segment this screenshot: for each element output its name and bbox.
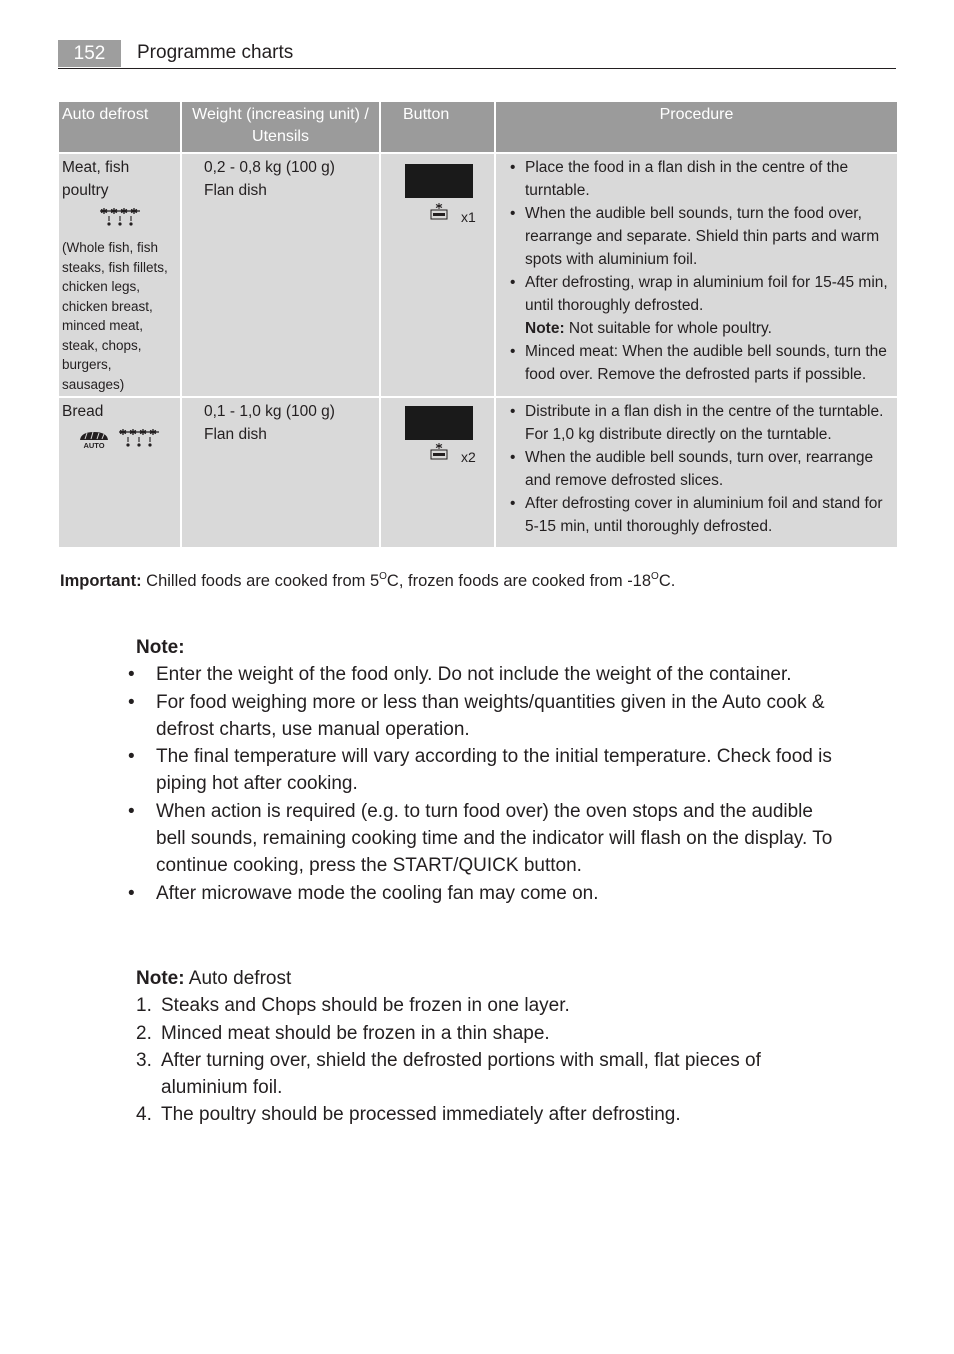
procedure-cell: [495, 153, 898, 397]
food-name: Meat, fish poultry: [62, 159, 130, 199]
important-label: Important:: [60, 572, 142, 590]
important-note: Important: Chilled foods are cooked from $5^OC$, frozen foods are cooked from $-18^OC$.: [60, 571, 676, 590]
auto-defrost-button-icon: [430, 442, 448, 460]
auto-defrost-notes: [136, 965, 836, 1129]
list-item-note: Note: Not suitable for whole poultry.: [525, 320, 772, 337]
section-title: Programme charts: [137, 42, 294, 63]
list-item: • Distribute in a flan dish in the centre of the turntable. For 1,0 kg distribute directly on the turntable.: [525, 400, 894, 446]
list-item: • When the audible bell sounds, turn over, rearrange and remove defrosted slices.: [525, 446, 894, 492]
column-header-auto-defrost: Auto defrost: [58, 101, 181, 153]
general-notes: [136, 634, 836, 907]
display-screen: [405, 406, 473, 440]
list-item: 1. Steaks and Chops should be frozen in one layer.: [136, 995, 570, 1017]
table-row: [58, 153, 898, 397]
defrost-icon: [116, 429, 162, 449]
list-item: • After defrosting, wrap in aluminium foil for 15-45 min, until thoroughly defrosted.: [525, 271, 894, 317]
auto-defrost-table: [57, 100, 899, 549]
page-number: 152: [58, 40, 121, 67]
procedure-list: [499, 156, 894, 386]
food-cell: [58, 153, 181, 397]
procedure-cell: [495, 397, 898, 548]
column-header-weight: Weight (increasing unit) / Utensils: [181, 101, 380, 153]
table-row: [58, 397, 898, 548]
weight-cell: [181, 397, 380, 548]
button-cell: [380, 153, 495, 397]
procedure-list: [499, 400, 894, 538]
list-item: • Place the food in a flan dish in the centre of the turntable.: [525, 156, 894, 202]
list-item: • When action is required (e.g. to turn food over) the oven stops and the audible bell sounds, remaining cooking time and the indicator will flash on the display. To continue cooking, press the START/QUICK button.: [136, 798, 836, 880]
weight-range: 0,2 - 0,8 kg (100 g): [204, 159, 335, 176]
column-header-button: Button: [380, 101, 495, 153]
list-item: • When the audible bell sounds, turn the food over, rearrange and separate. Shield thin parts and warm spots with aluminium foil.: [525, 202, 894, 271]
food-cell: [58, 397, 181, 548]
note-list: [136, 661, 836, 907]
table-header-row: [58, 101, 898, 153]
note-heading: Note: Auto defrost: [136, 968, 292, 989]
list-item: 3. After turning over, shield the defrosted portions with small, flat pieces of aluminium foil.: [136, 1049, 761, 1099]
page-header: [58, 40, 896, 69]
list-item: 2. Minced meat should be frozen in a thin shape.: [136, 1022, 550, 1044]
press-count: x1: [461, 209, 476, 225]
list-item: • For food weighing more or less than weights/quantities given in the Auto cook & defrost charts, use manual operation.: [136, 689, 836, 744]
note-heading: Note:: [136, 637, 185, 658]
food-details: (Whole fish, fish steaks, fish fillets, chicken legs, chicken breast, minced meat, steak, chops, burgers, sausages): [62, 240, 168, 392]
defrost-icon: [97, 208, 143, 228]
auto-label: AUTO: [83, 440, 105, 449]
list-item: • Enter the weight of the food only. Do not include the weight of the container.: [136, 661, 836, 688]
column-header-procedure: Procedure: [495, 101, 898, 153]
button-cell: [380, 397, 495, 548]
weight-range: 0,1 - 1,0 kg (100 g): [204, 403, 335, 420]
press-count: x2: [461, 449, 476, 465]
list-item: • Minced meat: When the audible bell sounds, turn the food over. Remove the defrosted parts if possible.: [525, 340, 894, 386]
list-item: • After microwave mode the cooling fan may come on.: [136, 880, 836, 907]
food-name: Bread: [62, 403, 104, 420]
list-item: • After defrosting cover in aluminium foil and stand for 5-15 min, until thoroughly defrosted.: [525, 492, 894, 538]
numbered-list: [136, 992, 836, 1128]
weight-cell: [181, 153, 380, 397]
utensil: Flan dish: [204, 426, 267, 443]
utensil: Flan dish: [204, 182, 267, 199]
list-item: 4. The poultry should be processed immediately after defrosting.: [136, 1104, 681, 1126]
auto-defrost-button-icon: [430, 202, 448, 220]
auto-bread-icon: [77, 429, 111, 449]
list-item: • The final temperature will vary according to the initial temperature. Check food is piping hot after cooking.: [136, 743, 836, 798]
display-screen: [405, 164, 473, 198]
